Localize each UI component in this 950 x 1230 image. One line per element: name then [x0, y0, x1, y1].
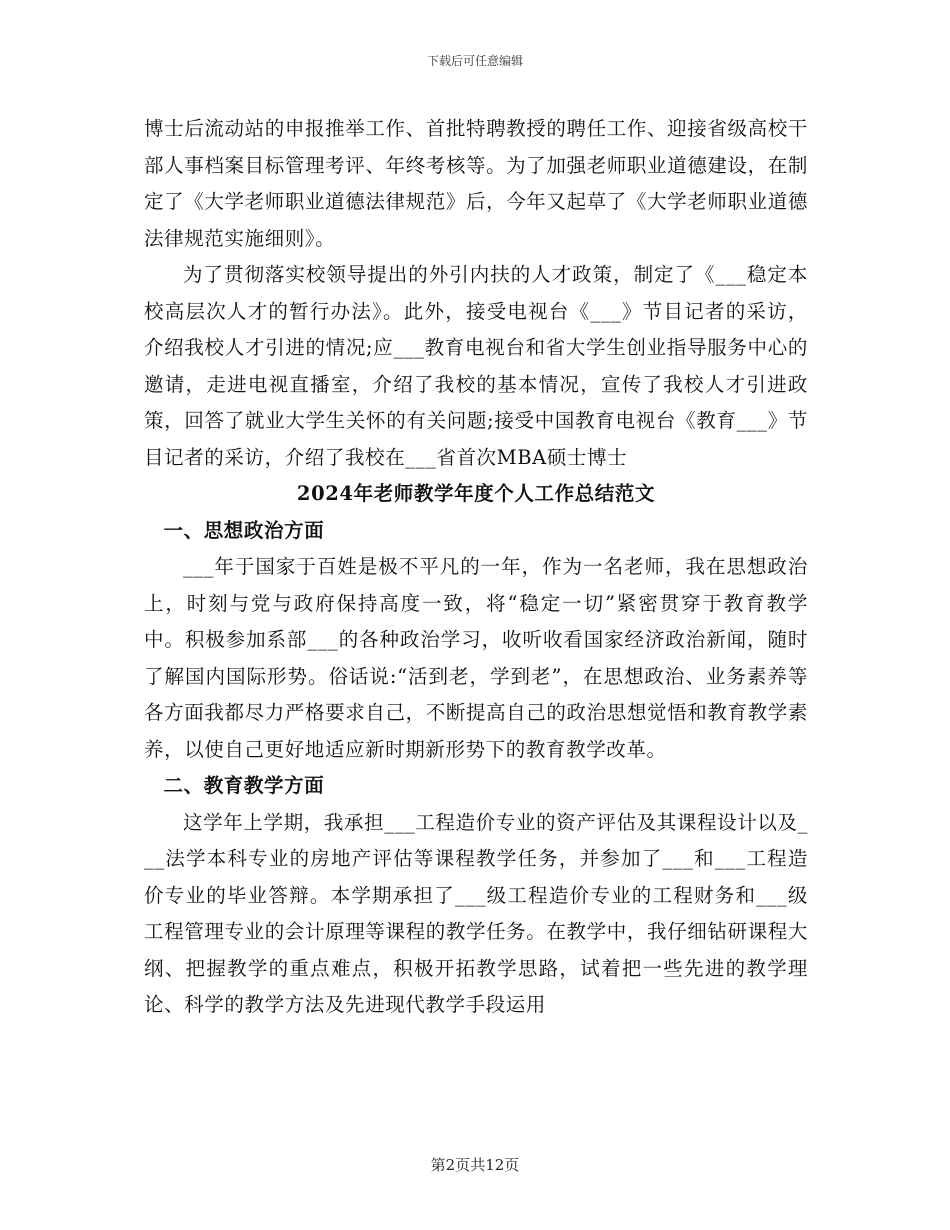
document-title: 2024年老师教学年度个人工作总结范文 — [296, 482, 656, 505]
talent-policy-paragraph: 为了贯彻落实校领导提出的外引内扶的人才政策，制定了《___稳定本校高层次人才的暂行办法》。此外，接受电视台《___》节目记者的采访，介绍我校人才引进的情况;应___教育电视台和省大学生创业指导服务中心的邀请，走进电视直播室，介绍了我校的基本情况，宣传了我校人才引进政策，回答了就业大学生关怀的有关问题;接受中国教育电视台《教育___》节目记者的采访，介绍了我校在___省首次MBA硕士博士 — [144, 263, 808, 469]
teaching-paragraph: 这学年上学期，我承担___工程造价专业的资产评估及其课程设计以及___法学本科专业的房地产评估等课程教学任务，并参加了___和___工程造价专业的毕业答辩。本学期承担了___级工程造价专业的工程财务和___级工程管理专业的会计原理等课程的教学任务。在教学中，我仔细钻研课程大纲、把握教学的重点难点，积极开拓教学思路，试着把一些先进的教学理论、科学的教学方法及先进现代教学手段运用 — [144, 810, 808, 1016]
section-heading-teaching: 二、教育教学方面 — [163, 774, 325, 797]
section-heading-political: 一、思想政治方面 — [163, 518, 325, 542]
page-footer: 第2页共12页 — [430, 1156, 520, 1174]
document-body — [144, 111, 808, 1024]
continued-paragraph: 博士后流动站的申报推举工作、首批特聘教授的聘任工作、迎接省级高校干部人事档案目标管理考评、年终考核等。为了加强老师职业道德建设，在制定了《大学老师职业道德法律规范》后，今年又起草了《大学老师职业道德法律规范实施细则》。 — [144, 117, 808, 250]
page-header: 下载后可任意编辑 — [426, 54, 523, 68]
political-paragraph: ___年于国家于百姓是极不平凡的一年，作为一名老师，我在思想政治上，时刻与党与政府保持高度一致，将“稳定一切”紧密贯穿于教育教学中。积极参加系部___的各种政治学习，收听收看国家经济政治新闻，随时了解国内国际形势。俗话说:“活到老，学到老”，在思想政治、业务素养等各方面我都尽力严格要求自己，不断提高自己的政治思想觉悟和教育教学素养，以使自己更好地适应新时期新形势下的教育教学改革。 — [144, 555, 808, 761]
